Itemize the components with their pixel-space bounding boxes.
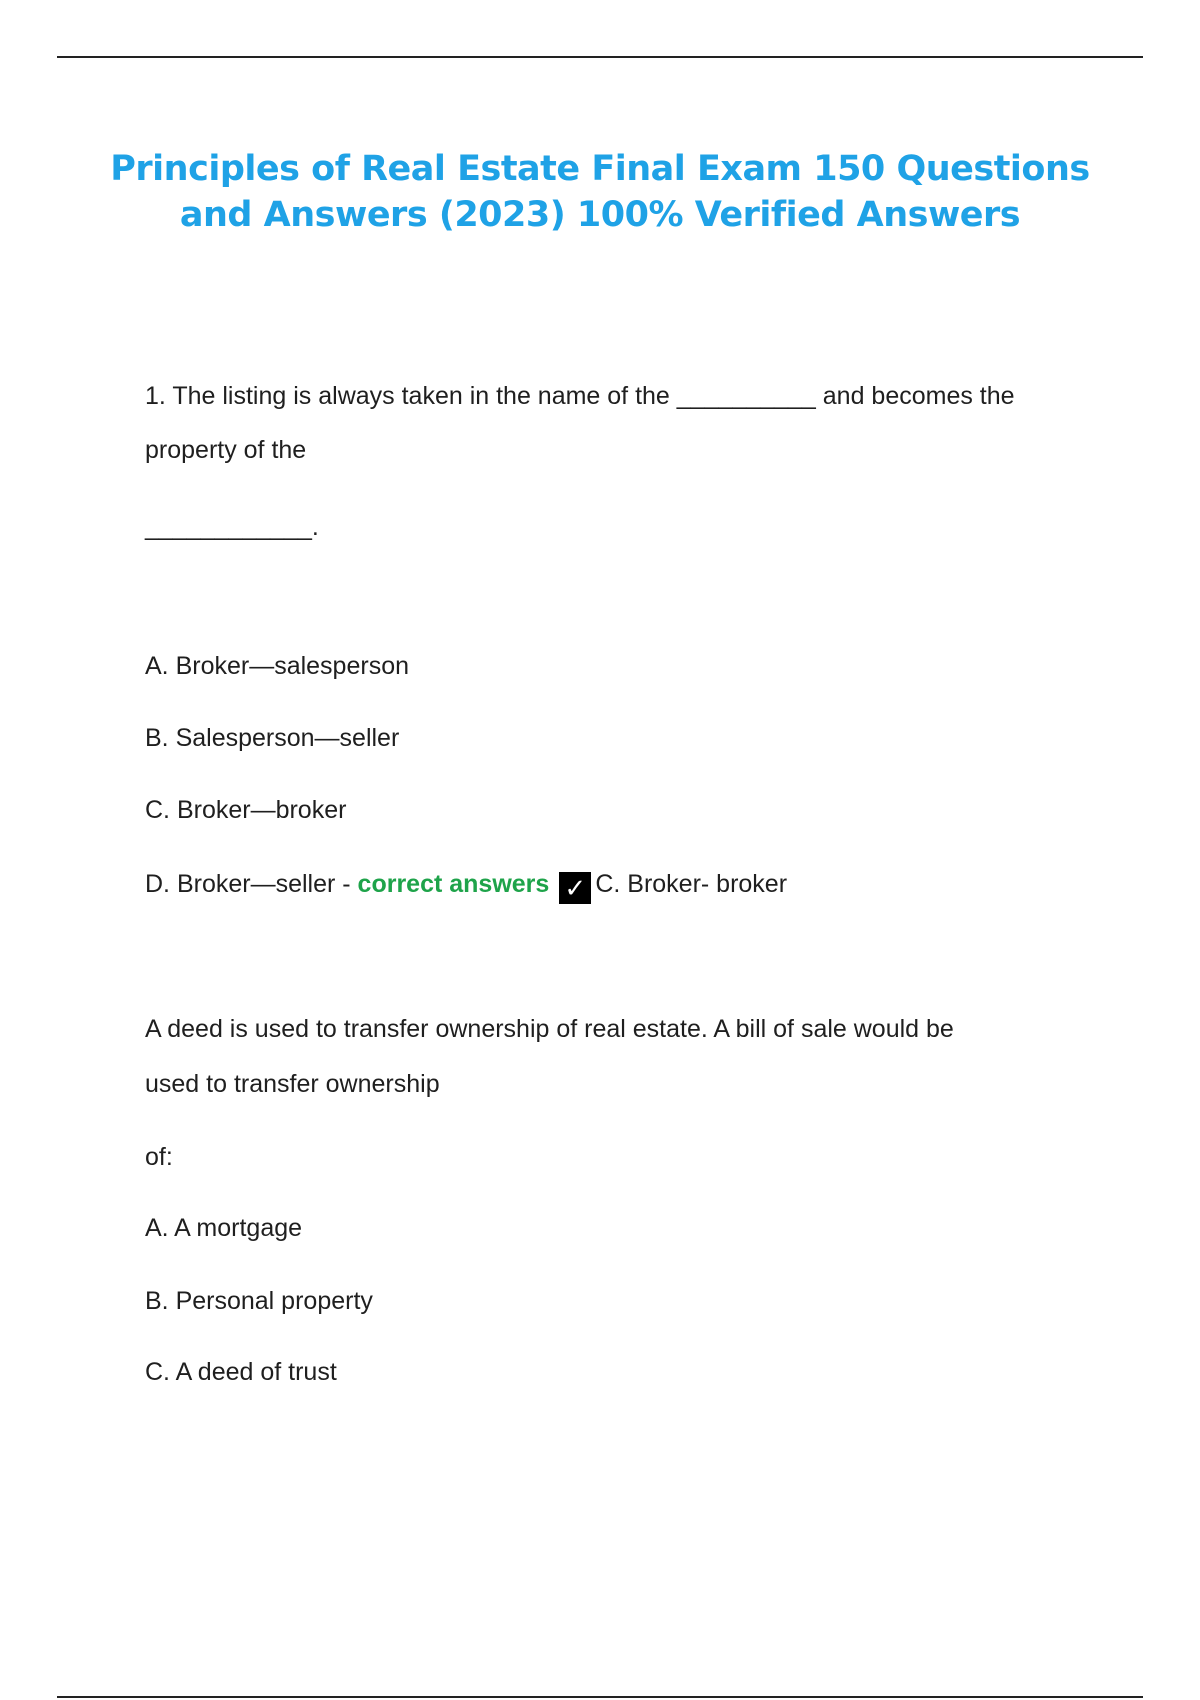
correct-answer-label: correct answers <box>357 870 550 898</box>
question-1-stem-line-2: property of the <box>145 436 307 464</box>
title-line-2: and Answers (2023) 100% Verified Answers <box>179 195 1021 235</box>
question-2-stem-line-2: used to transfer ownership <box>145 1070 440 1098</box>
question-1-option-c: C. Broker—broker <box>145 796 347 824</box>
bottom-rule <box>57 1696 1143 1698</box>
question-1-option-b: B. Salesperson—seller <box>145 724 400 752</box>
top-rule <box>57 56 1143 58</box>
correct-answer-text: C. Broker- broker <box>595 870 788 898</box>
title-line-1: Principles of Real Estate Final Exam 150 Questions <box>110 149 1090 189</box>
question-2-stem-line-1: A deed is used to transfer ownership of real estate. A bill of sale would be <box>145 1015 954 1043</box>
question-2-option-a: A. A mortgage <box>145 1214 303 1242</box>
question-2-stem-line-3: of: <box>145 1143 173 1171</box>
question-1-stem-line-1: 1. The listing is always taken in the name of the __________ and becomes the <box>145 382 1015 410</box>
question-1-option-d <box>145 868 787 904</box>
question-1-stem-line-3: ____________. <box>145 513 319 541</box>
question-2-option-b: B. Personal property <box>145 1287 373 1315</box>
question-2-option-c: C. A deed of trust <box>145 1358 337 1386</box>
option-d-text: D. Broker—seller - <box>145 870 358 898</box>
checkmark-icon: ✓ <box>559 872 591 904</box>
question-1-option-a: A. Broker—salesperson <box>145 652 410 680</box>
document-title <box>100 146 1100 238</box>
